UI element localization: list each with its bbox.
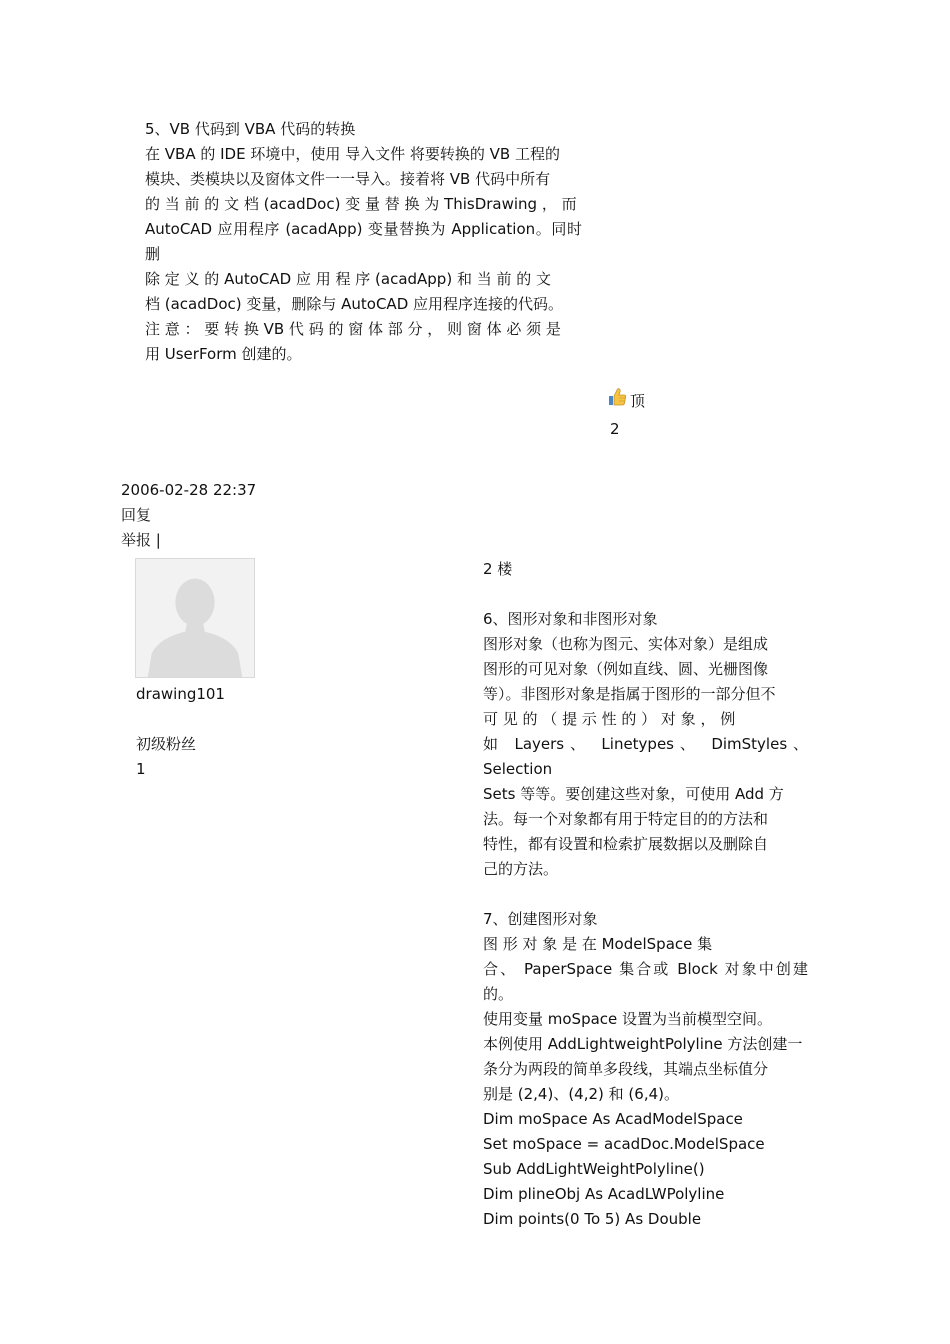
user-rank: 初级粉丝 bbox=[136, 735, 197, 753]
paragraph-line: AutoCAD 应用程序 (acadApp) 变量替换为 Application。同时删 bbox=[145, 220, 582, 263]
paragraph-line: 用 UserForm 创建的。 bbox=[145, 345, 302, 363]
paragraph-line: 使用变量 moSpace 设置为当前模型空间。 bbox=[483, 1010, 773, 1028]
default-avatar-silhouette-icon bbox=[136, 559, 254, 677]
paragraph-line: 图 形 对 象 是 在 ModelSpace 集 bbox=[483, 935, 713, 953]
paragraph-line: 在 VBA 的 IDE 环境中，使用 导入文件 将要转换的 VB 工程的 bbox=[145, 145, 560, 163]
paragraph-line: 合、 PaperSpace 集合或 Block 对象中创建的。 bbox=[483, 960, 808, 1003]
section-5-heading: 5、VB 代码到 VBA 代码的转换 bbox=[145, 120, 356, 138]
paragraph-line: 图形的可见对象（例如直线、圆、光栅图像 bbox=[483, 660, 769, 678]
paragraph-line: 如 Layers、 Linetypes、 DimStyles、 Selection bbox=[483, 735, 808, 778]
post-1-body bbox=[145, 117, 582, 367]
paragraph-line: 条分为两段的简单多段线，其端点坐标值分 bbox=[483, 1060, 769, 1078]
spacer bbox=[483, 582, 808, 607]
paragraph-line: 别是 (2,4)、(4,2) 和 (6,4)。 bbox=[483, 1085, 679, 1103]
paragraph-line: 注 意 ： 要 转 换 VB 代 码 的 窗 体 部 分 ， 则 窗 体 必 须 是 bbox=[145, 320, 561, 338]
paragraph-line: 除 定 义 的 AutoCAD 应 用 程 序 (acadApp) 和 当 前 的 文 bbox=[145, 270, 552, 288]
paragraph-line: 本例使用 AddLightweightPolyline 方法创建一 bbox=[483, 1035, 803, 1053]
like-area bbox=[606, 386, 696, 442]
code-line: Set moSpace = acadDoc.ModelSpace bbox=[483, 1135, 765, 1153]
paragraph-line: Sets 等等。要创建这些对象，可使用 Add 方 bbox=[483, 785, 784, 803]
like-button[interactable] bbox=[606, 386, 696, 416]
paragraph-line: 可 见 的 （ 提 示 性 的 ） 对 象 ， 例 bbox=[483, 710, 736, 728]
username-link[interactable]: drawing101 bbox=[136, 685, 225, 703]
user-level: 1 bbox=[136, 760, 146, 778]
like-count: 2 bbox=[610, 420, 620, 438]
paragraph-line: 的 当 前 的 文 档 (acadDoc) 变 量 替 换 为 ThisDrawing ， 而 bbox=[145, 195, 577, 213]
paragraph-line: 法。每一个对象都有用于特定目的的方法和 bbox=[483, 810, 769, 828]
post-2-body bbox=[483, 557, 808, 1232]
section-7-heading: 7、创建图形对象 bbox=[483, 910, 598, 928]
paragraph-line: 图形对象（也称为图元、实体对象）是组成 bbox=[483, 635, 769, 653]
like-label: 顶 bbox=[630, 391, 646, 410]
code-line: Dim plineObj As AcadLWPolyline bbox=[483, 1185, 725, 1203]
spacer bbox=[483, 882, 808, 907]
spacer bbox=[136, 707, 225, 732]
code-line: Sub AddLightWeightPolyline() bbox=[483, 1160, 705, 1178]
report-link[interactable]: 举报 | bbox=[121, 531, 161, 549]
floor-number: 2 楼 bbox=[483, 560, 513, 578]
reply-link[interactable]: 回复 bbox=[121, 506, 152, 524]
paragraph-line: 己的方法。 bbox=[483, 860, 559, 878]
avatar[interactable] bbox=[135, 558, 255, 678]
thumbs-up-icon bbox=[606, 386, 630, 416]
paragraph-line: 档 (acadDoc) 变量，删除与 AutoCAD 应用程序连接的代码。 bbox=[145, 295, 564, 313]
section-6-heading: 6、图形对象和非图形对象 bbox=[483, 610, 658, 628]
paragraph-line: 特性，都有设置和检索扩展数据以及删除自 bbox=[483, 835, 769, 853]
paragraph-line: 模块、类模块以及窗体文件一一导入。接着将 VB 代码中所有 bbox=[145, 170, 551, 188]
post-meta bbox=[121, 478, 256, 553]
user-info bbox=[136, 682, 225, 782]
code-line: Dim points(0 To 5) As Double bbox=[483, 1210, 702, 1228]
post-timestamp: 2006-02-28 22:37 bbox=[121, 481, 257, 499]
paragraph-line: 等）。非图形对象是指属于图形的一部分但不 bbox=[483, 685, 776, 703]
code-line: Dim moSpace As AcadModelSpace bbox=[483, 1110, 743, 1128]
